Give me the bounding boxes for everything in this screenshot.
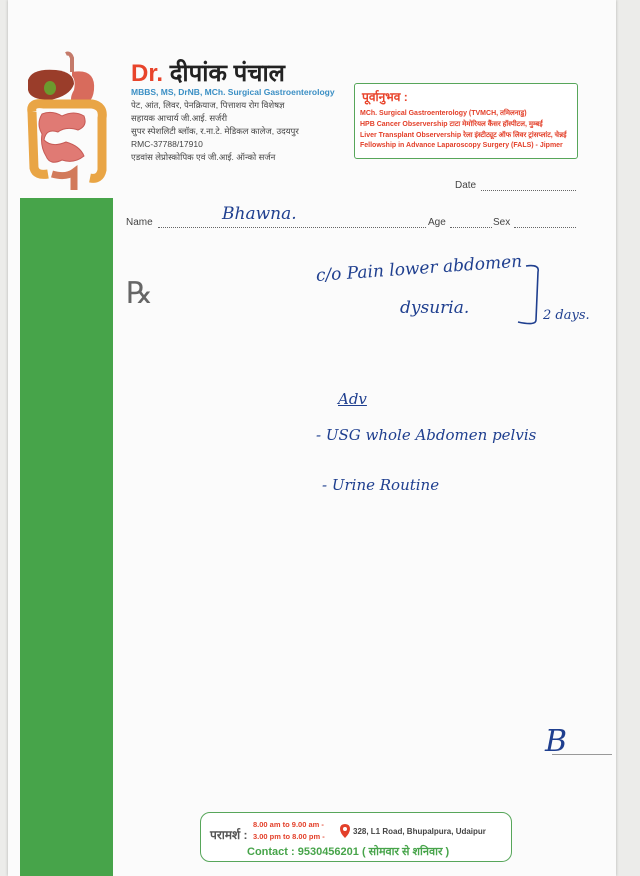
age-line[interactable] (450, 227, 492, 228)
experience-item: Fellowship in Advance Laparoscopy Surgery (FALS) - Jipmer (360, 142, 563, 149)
footer-contact-box (200, 812, 512, 862)
doctor-degrees: MBBS, MS, DrNB, MCh. Surgical Gastroenterology (131, 87, 335, 97)
rx-symbol: ℞ (126, 276, 153, 311)
advice-item: - Urine Routine (322, 476, 440, 494)
surgeon-line: एडवांस लेप्रोस्कोपिक एवं जी.आई. ऑन्को सर्जन (131, 152, 276, 162)
sex-label: Sex (493, 217, 511, 228)
sex-line[interactable] (514, 227, 576, 228)
consultation-label: परामर्श : (210, 828, 248, 842)
green-side-bar (20, 198, 113, 876)
timing-evening: 3.00 pm to 8.00 pm - (253, 832, 325, 841)
date-label: Date (455, 180, 477, 191)
experience-item: MCh. Surgical Gastroenterology (TVMCH, तमिलनाडु) (360, 110, 527, 117)
experience-item: HPB Cancer Observership टाटा मेमोरियल कैंसर हॉस्पीटल, मुम्बई (360, 121, 543, 128)
complaint-duration: 2 days. (543, 308, 590, 323)
clinic-address: 328, L1 Road, Bhupalpura, Udaipur (353, 827, 486, 836)
dr-prefix: Dr. (131, 60, 164, 87)
digestive-system-illustration (22, 50, 112, 195)
bracket-mark (514, 262, 546, 328)
complaint-line-2: dysuria. (400, 298, 470, 318)
specialty-line: पेट, आंत, लिवर, पेनक्रियाज, पित्ताशय रोग विशेषज्ञ (131, 100, 285, 110)
registration-number: RMC-37788/17910 (131, 139, 203, 149)
location-pin-icon (340, 824, 350, 838)
patient-name-handwritten: Bhawna. (222, 204, 297, 224)
experience-item: Liver Transplant Observership रेला इंस्टीट्यूट ऑफ लिवर ट्रांसप्लांट, चेन्नई (360, 132, 567, 139)
complaint-line-1: c/o Pain lower abdomen (315, 251, 523, 286)
name-line[interactable] (158, 227, 426, 228)
advice-item: - USG whole Abdomen pelvis (316, 426, 537, 444)
contact-number: Contact : 9530456201 ( सोमवार से शनिवार ) (247, 846, 450, 858)
experience-title: पूर्वानुभव : (362, 90, 408, 104)
name-label: Name (126, 217, 153, 228)
doctor-name-text: दीपांक पंचाल (169, 60, 285, 87)
doctor-signature: B (545, 724, 568, 759)
advice-heading: Adv (338, 390, 367, 408)
designation-line: सहायक आचार्य जी.आई. सर्जरी (131, 113, 228, 123)
experience-box (354, 83, 578, 159)
signature-line (552, 754, 612, 755)
timing-morning: 8.00 am to 9.00 am - (253, 820, 324, 829)
date-line[interactable] (481, 190, 576, 191)
age-label: Age (428, 217, 446, 228)
institution-line: सुपर स्पेशलिटी ब्लॉक, र.ना.टे. मेडिकल कालेज, उदयपुर (131, 126, 299, 136)
doctor-name (131, 56, 285, 89)
